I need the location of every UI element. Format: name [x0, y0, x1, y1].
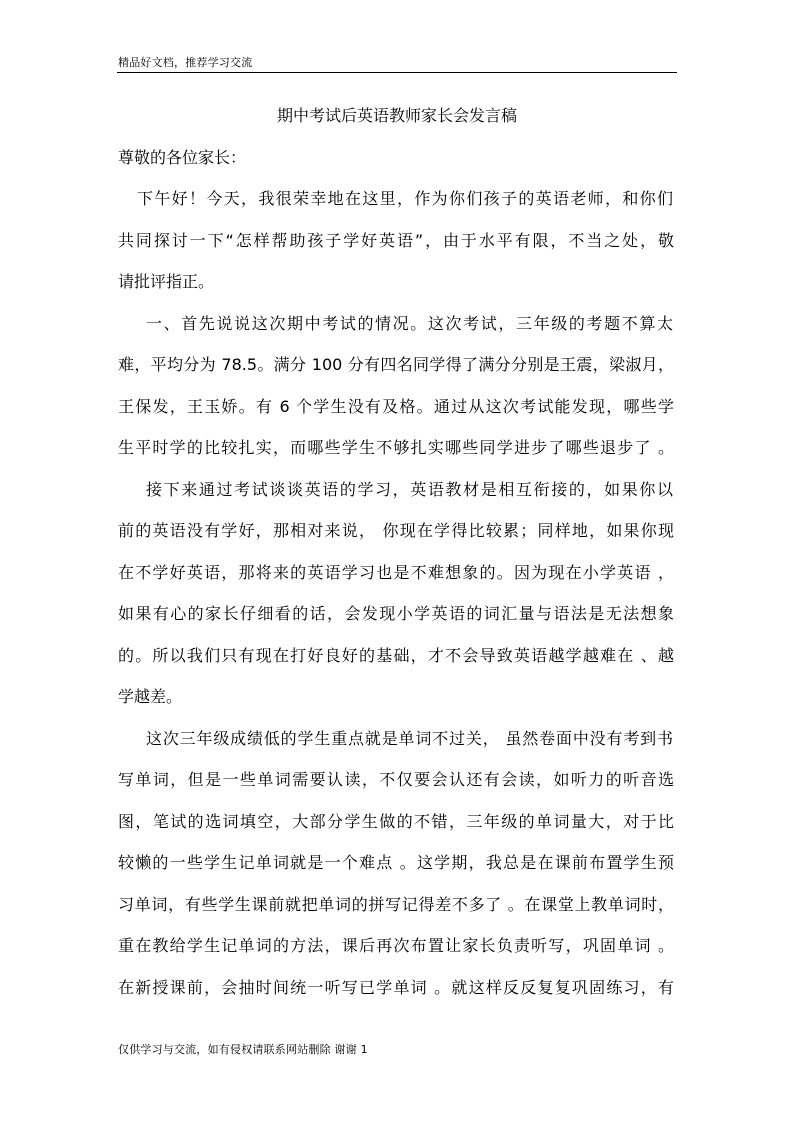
- paragraph-line: 共同探讨一下“怎样帮助孩子学好英语”，由于水平有限，不当之处，敬: [118, 231, 674, 250]
- page-header-text: 精品好文档，推荐学习交流: [118, 56, 253, 69]
- paragraph-line: 请批评指正。: [118, 272, 215, 291]
- paragraph-line: 下午好！今天，我很荣幸地在这里，作为你们孩子的英语老师，和你们: [137, 189, 673, 208]
- page-footer-text: 仅供学习与交流，如有侵权请联系网站删除 谢谢 1: [118, 1043, 368, 1056]
- paragraph-line: 如果有心的家长仔细看的话，会发现小学英语的词汇量与语法是无法想象: [118, 604, 674, 623]
- paragraph-line: 在不学好英语，那将来的英语学习也是不难想象的。因为现在小学英语 ，: [118, 563, 674, 582]
- paragraph-line: 写单词，但是一些单词需要认读，不仅要会认还有会读，如听力的听音选: [118, 770, 674, 789]
- paragraph-line: 图，笔试的选词填空，大部分学生做的不错，三年级的单词量大，对于比: [118, 812, 674, 831]
- paragraph-line: 的。所以我们只有现在打好良好的基础，才不会导致英语越学越难在 、越: [118, 646, 674, 665]
- paragraph-line: 难，平均分为 78.5。满分 100 分有四名同学得了满分分别是王震，梁淑月，: [118, 355, 674, 374]
- paragraph-line: 这次三年级成绩低的学生重点就是单词不过关， 虽然卷面中没有考到书: [146, 729, 673, 748]
- paragraph-line: 在新授课前，会抽时间统一听写已学单词 。就这样反反复复巩固练习，有: [118, 978, 674, 997]
- paragraph-line: 习单词，有些学生课前就把单词的拼写记得差不多了 。在课堂上教单词时，: [118, 895, 674, 914]
- paragraph-line: 学越差。: [118, 687, 183, 706]
- paragraph-line: 王保发，王玉娇。有 6 个学生没有及格。通过从这次考试能发现，哪些学: [118, 397, 674, 416]
- paragraph-line: 生平时学的比较扎实，而哪些学生不够扎实哪些同学进步了哪些退步了 。: [118, 438, 674, 457]
- paragraph-line: 重在教给学生记单词的方法，课后再次布置让家长负责听写，巩固单词 。: [118, 936, 674, 955]
- paragraph-line: 前的英语没有学好，那相对来说， 你现在学得比较累；同样地，如果你现: [118, 521, 674, 540]
- paragraph-line: 一、首先说说这次期中考试的情况。这次考试，三年级的考题不算太: [146, 314, 673, 333]
- header-divider: [117, 72, 677, 73]
- paragraph-line: 接下来通过考试谈谈英语的学习，英语教材是相互衔接的，如果你以: [146, 480, 673, 499]
- paragraph-line: 较懒的一些学生记单词就是一个难点 。这学期，我总是在课前布置学生预: [118, 853, 674, 872]
- document-title: 期中考试后英语教师家长会发言稿: [276, 106, 517, 125]
- salutation-line: 尊敬的各位家长：: [118, 148, 247, 167]
